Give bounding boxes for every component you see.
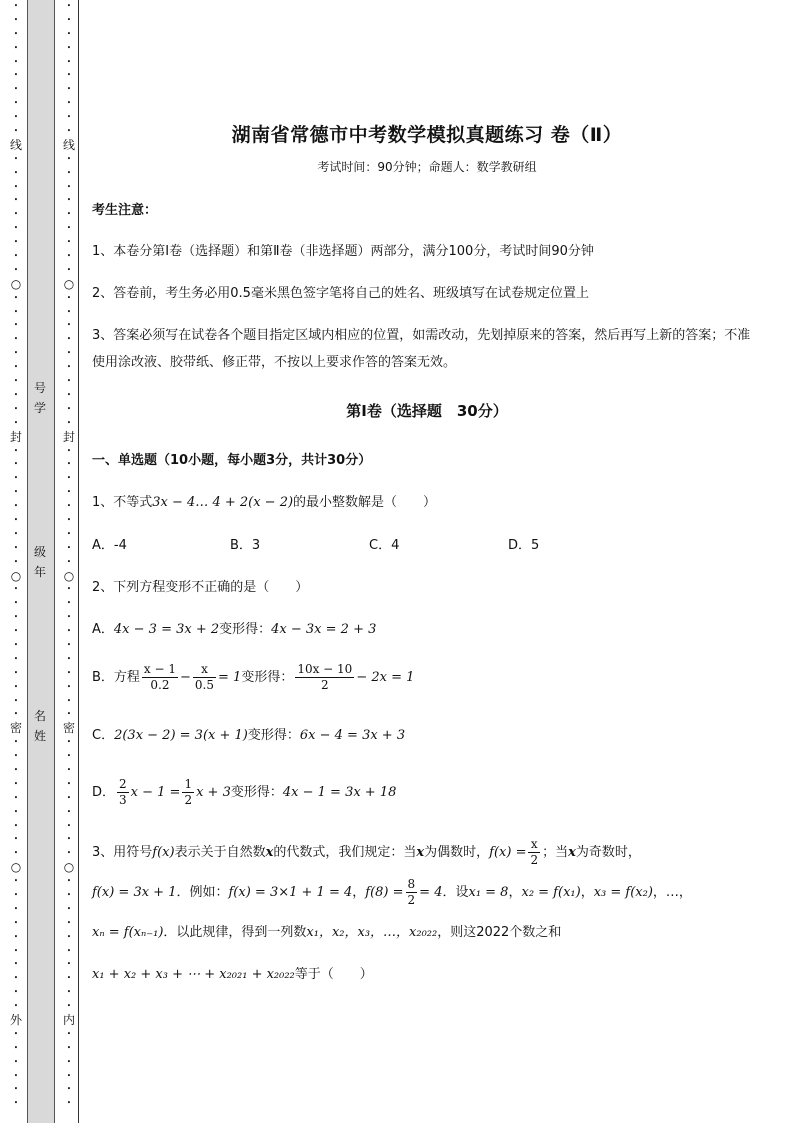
binding-dot: • xyxy=(13,1071,19,1080)
binding-char: 线 xyxy=(62,137,75,152)
binding-dot: • xyxy=(66,57,72,66)
q3-math: f(x) = 3x + 1 xyxy=(92,885,177,900)
field-char: 姓 xyxy=(33,729,46,743)
numerator: x xyxy=(528,837,540,853)
binding-dot: • xyxy=(13,307,19,316)
binding-dot: • xyxy=(13,363,19,372)
binding-dot: • xyxy=(66,196,72,205)
numerator: x xyxy=(193,662,216,678)
q3-text: ，…， xyxy=(652,885,692,900)
binding-dot: • xyxy=(13,1099,19,1108)
binding-dot: • xyxy=(13,293,19,302)
binding-dot: • xyxy=(66,654,72,663)
binding-dot: • xyxy=(66,43,72,52)
binding-circle: ○ xyxy=(10,860,22,875)
q3-text: ， xyxy=(580,885,594,900)
q3-variable-x: x xyxy=(568,845,576,860)
binding-dot: • xyxy=(66,738,72,747)
binding-dot: • xyxy=(66,1002,72,1011)
q2-a-label: A． xyxy=(92,622,114,637)
binding-dot: • xyxy=(66,349,72,358)
q3-fx-eq: f(x) = xyxy=(489,845,527,860)
binding-dot: • xyxy=(13,946,19,955)
binding-dot: • xyxy=(66,710,72,719)
binding-dot: • xyxy=(66,515,72,524)
binding-dot: • xyxy=(13,127,19,136)
binding-dot: • xyxy=(66,113,72,122)
q2-c-mid: 变形得： xyxy=(247,728,300,743)
question-1-stem xyxy=(92,490,762,515)
field-student-id-label xyxy=(27,378,53,418)
section-title: 第Ⅰ卷（选择题 30分） xyxy=(346,402,508,420)
binding-dot: • xyxy=(66,682,72,691)
q2-option-b xyxy=(92,658,762,698)
binding-dot: • xyxy=(13,613,19,622)
q3-variable-x: x xyxy=(416,845,425,860)
binding-dot: • xyxy=(13,460,19,469)
binding-line xyxy=(78,0,79,1123)
binding-dot: • xyxy=(13,321,19,330)
binding-dot: • xyxy=(66,668,72,677)
q3-fraction-x-over-2 xyxy=(528,837,540,868)
binding-dot: • xyxy=(13,738,19,747)
binding-dot: • xyxy=(66,891,72,899)
q3-math: x₂ = f(x₁) xyxy=(521,885,581,900)
q3-text: 表示关于自然数 xyxy=(174,845,266,860)
binding-dot: • xyxy=(13,918,19,927)
binding-dot: • xyxy=(13,71,19,80)
binding-dot: • xyxy=(13,932,19,941)
denominator: 0.5 xyxy=(194,678,215,692)
binding-dot: • xyxy=(66,932,72,941)
binding-dot: • xyxy=(13,960,19,969)
q2-c-equation: 2(3x − 2) = 3(x + 1) xyxy=(114,728,248,743)
binding-dot: • xyxy=(66,238,72,247)
binding-dot: • xyxy=(66,1057,72,1066)
q2-b-mid: 变形得： xyxy=(241,670,294,685)
binding-dot: • xyxy=(13,793,19,802)
q2-d-fraction-2 xyxy=(182,777,194,808)
binding-dot: • xyxy=(66,960,72,969)
binding-dot: • xyxy=(13,154,19,163)
binding-dot: • xyxy=(66,390,72,399)
binding-dot: • xyxy=(13,182,19,191)
binding-dot: • xyxy=(13,599,19,608)
binding-char: 内 xyxy=(62,1013,75,1028)
binding-dot: • xyxy=(13,252,19,261)
q3-math: f(8) = xyxy=(365,885,404,900)
binding-dot: • xyxy=(13,349,19,358)
binding-dot: • xyxy=(13,265,19,274)
q3-math: x₁ = 8 xyxy=(468,885,509,900)
binding-dot: • xyxy=(13,390,19,399)
q3-line-4 xyxy=(92,962,762,987)
binding-dot: • xyxy=(66,488,72,497)
binding-dot: • xyxy=(66,1099,72,1108)
binding-dot: • xyxy=(66,29,72,38)
binding-dot: • xyxy=(66,210,72,219)
binding-dot: • xyxy=(66,2,72,10)
binding-dot: • xyxy=(13,196,19,205)
q1-prefix: 1、不等式 xyxy=(92,495,153,510)
binding-dot: • xyxy=(13,474,19,483)
q1-suffix: 的最小整数解是（ ） xyxy=(293,495,437,510)
binding-char: 密 xyxy=(62,721,75,736)
field-name-label xyxy=(27,706,53,746)
binding-circle: ○ xyxy=(63,860,75,875)
q3-text: ，则这2022个数之和 xyxy=(437,925,562,940)
binding-dot: • xyxy=(13,557,19,566)
field-char: 级 xyxy=(33,545,46,559)
binding-dot: • xyxy=(13,418,19,427)
binding-dot: • xyxy=(66,265,72,274)
binding-dot: • xyxy=(13,835,19,844)
binding-dot: • xyxy=(13,988,19,997)
denominator: 3 xyxy=(119,793,127,807)
binding-dot: • xyxy=(13,807,19,816)
binding-dot: • xyxy=(66,793,72,802)
binding-char: 封 xyxy=(9,429,22,444)
binding-dot: • xyxy=(13,1085,19,1094)
binding-dot: • xyxy=(13,29,19,38)
binding-dot: • xyxy=(13,238,19,247)
q1-inequality: 3x − 4… 4 + 2(x − 2) xyxy=(152,495,294,510)
binding-dot: • xyxy=(66,404,72,413)
notice-item-1: 1、本卷分第Ⅰ卷（选择题）和第Ⅱ卷（非选择题）两部分，满分100分，考试时间90分钟 xyxy=(92,244,594,259)
binding-dot: • xyxy=(13,446,19,455)
q2-a-equation: 4x − 3 = 3x + 2 xyxy=(113,622,220,637)
denominator: 2 xyxy=(184,793,193,807)
binding-dot: • xyxy=(66,807,72,816)
binding-dot: • xyxy=(13,515,19,524)
q3-text: 的代数式，我们规定：当 xyxy=(273,845,417,860)
q2-a-mid: 变形得： xyxy=(219,622,272,637)
q3-variable-x: x xyxy=(265,845,274,860)
binding-dot: • xyxy=(13,224,19,233)
binding-dot: • xyxy=(13,849,19,858)
q3-text: 3、用符号 xyxy=(92,845,153,860)
left-binding-dots xyxy=(9,0,23,1123)
binding-dot: • xyxy=(66,224,72,233)
binding-dot: • xyxy=(66,460,72,469)
q2-b-fraction-3 xyxy=(295,662,354,693)
q2-b-fraction-1 xyxy=(142,662,178,693)
question-2-stem: 2、下列方程变形不正确的是（ ） xyxy=(92,580,309,595)
field-char: 学 xyxy=(33,401,46,415)
denominator: 2 xyxy=(407,893,416,907)
binding-dot: • xyxy=(66,418,72,427)
binding-dot: • xyxy=(13,488,19,497)
q3-text: ．例如： xyxy=(176,885,229,900)
numerator: 1 xyxy=(184,777,193,791)
binding-dot: • xyxy=(66,293,72,302)
q2-b-minus: − xyxy=(180,670,191,685)
q2-c-label: C． xyxy=(92,728,115,743)
binding-char: 密 xyxy=(9,721,22,736)
binding-dot: • xyxy=(13,210,19,219)
binding-dot: • xyxy=(13,779,19,788)
q3-math: x₃ = f(x₂) xyxy=(593,885,653,900)
q2-d-label: D． xyxy=(92,785,116,800)
binding-dot: • xyxy=(66,946,72,955)
binding-dot: • xyxy=(66,529,72,538)
binding-dot: • xyxy=(66,71,72,80)
q2-d-result: 4x − 1 = 3x + 18 xyxy=(282,785,397,800)
q3-text: 等于（ ） xyxy=(294,967,373,982)
binding-dot: • xyxy=(66,849,72,858)
binding-dot: • xyxy=(66,835,72,844)
binding-dot: • xyxy=(13,377,19,386)
binding-circle: ○ xyxy=(10,568,22,583)
binding-dot: • xyxy=(13,710,19,719)
binding-dot: • xyxy=(66,752,72,761)
q2-option-d xyxy=(92,773,762,813)
q2-b-tail: − 2x = 1 xyxy=(356,670,415,685)
q2-b-label: B．方程 xyxy=(92,670,140,685)
binding-dot: • xyxy=(66,974,72,983)
binding-dot: • xyxy=(13,891,19,899)
binding-dot: • xyxy=(13,627,19,636)
binding-dot: • xyxy=(13,502,19,511)
binding-dot: • xyxy=(66,613,72,622)
page-title: 湖南省常德市中考数学模拟真题练习 卷（Ⅱ） xyxy=(231,124,623,146)
binding-dot: • xyxy=(13,640,19,649)
binding-dot: • xyxy=(13,43,19,52)
numerator: 10x − 10 xyxy=(297,662,353,676)
binding-dot: • xyxy=(13,15,19,24)
binding-dot: • xyxy=(66,877,72,886)
numerator: 8 xyxy=(407,877,416,891)
binding-dot: • xyxy=(13,543,19,552)
binding-dot: • xyxy=(13,682,19,691)
binding-dot: • xyxy=(13,765,19,774)
q3-sum: x₁ + x₂ + x₃ + ⋯ + x₂₀₂₁ + x₂₀₂₂ xyxy=(92,967,295,982)
binding-dot: • xyxy=(13,57,19,66)
notice-item-3: 3、答案必须写在试卷各个题目指定区域内相应的位置，如需改动，先划掉原来的答案，然后再写上新的答案；不准使用涂改液、胶带纸、修正带，不按以上要求作答的答案无效。 xyxy=(92,328,751,370)
binding-dot: • xyxy=(66,321,72,330)
q3-line-2 xyxy=(92,875,762,911)
q2-option-a xyxy=(92,617,762,642)
binding-dot: • xyxy=(13,529,19,538)
binding-dot: • xyxy=(13,696,19,705)
q3-math: xₙ = f(xₙ₋₁) xyxy=(92,925,164,940)
binding-circle: ○ xyxy=(63,276,75,291)
q2-option-c xyxy=(92,723,762,748)
binding-dot: • xyxy=(13,1043,19,1052)
q3-text: ．以此规律，得到一列数 xyxy=(163,925,307,940)
q1-option-a: A．-4 xyxy=(92,538,127,553)
q3-text: ．设 xyxy=(442,885,469,900)
field-char: 号 xyxy=(33,381,46,395)
q2-b-equals: = 1 xyxy=(218,670,242,685)
binding-dot: • xyxy=(66,154,72,163)
binding-dot: • xyxy=(66,988,72,997)
binding-dot: • xyxy=(66,446,72,455)
binding-dot: • xyxy=(13,404,19,413)
binding-dot: • xyxy=(66,15,72,24)
denominator: 2 xyxy=(530,853,539,867)
binding-dot: • xyxy=(13,904,19,913)
q3-fraction-8-over-2 xyxy=(406,877,418,908)
binding-dot: • xyxy=(66,474,72,483)
field-char: 名 xyxy=(33,709,46,723)
binding-dot: • xyxy=(66,821,72,830)
binding-dot: • xyxy=(13,654,19,663)
binding-dot: • xyxy=(66,918,72,927)
binding-dot: • xyxy=(66,85,72,94)
binding-dot: • xyxy=(13,821,19,830)
q3-text: 为偶数时， xyxy=(424,845,490,860)
binding-dot: • xyxy=(13,877,19,886)
binding-dot: • xyxy=(13,113,19,122)
denominator: 0.2 xyxy=(150,678,170,692)
binding-char: 外 xyxy=(9,1013,22,1028)
q2-d-mid: 变形得： xyxy=(230,785,283,800)
notice-item-2: 2、答卷前，考生务必用0.5毫米黑色签字笔将自己的姓名、班级填写在试卷规定位置上 xyxy=(92,286,589,301)
binding-dot: • xyxy=(66,502,72,511)
binding-dot: • xyxy=(13,668,19,677)
binding-dot: • xyxy=(66,307,72,316)
binding-dot: • xyxy=(66,168,72,177)
binding-dot: • xyxy=(13,1029,19,1038)
binding-dot: • xyxy=(13,168,19,177)
binding-dot: • xyxy=(66,1071,72,1080)
q3-math: = 4 xyxy=(419,885,443,900)
binding-dot: • xyxy=(66,1085,72,1094)
notice-heading: 考生注意： xyxy=(92,203,158,218)
q3-line-1 xyxy=(92,835,762,871)
q2-d-fraction-1 xyxy=(117,777,129,808)
q3-text: ， xyxy=(508,885,522,900)
binding-dot: • xyxy=(66,904,72,913)
binding-dot: • xyxy=(66,640,72,649)
numerator: x − 1 xyxy=(143,662,177,676)
binding-dot: • xyxy=(66,335,72,344)
binding-circle: ○ xyxy=(63,568,75,583)
denominator: 2 xyxy=(321,678,329,692)
binding-dot: • xyxy=(13,335,19,344)
q2-a-result: 4x − 3x = 2 + 3 xyxy=(271,622,377,637)
binding-dot: • xyxy=(66,765,72,774)
binding-dot: • xyxy=(13,585,19,594)
q2-d-part-2: x + 3 xyxy=(196,785,231,800)
exam-subtitle: 考试时间：90分钟；命题人：数学教研组 xyxy=(317,160,537,174)
q3-math: x₁，x₂，x₃，…，x₂₀₂₂ xyxy=(306,925,438,940)
q3-text: 为奇数时， xyxy=(575,845,641,860)
binding-dot: • xyxy=(66,557,72,566)
q1-option-b: B．3 xyxy=(230,538,261,553)
binding-dot: • xyxy=(66,252,72,261)
binding-dot: • xyxy=(66,696,72,705)
q3-math: f(x) = 3×1 + 1 = 4 xyxy=(228,885,353,900)
binding-dot: • xyxy=(66,585,72,594)
q3-text: ；当 xyxy=(542,845,569,860)
q1-option-d: D．5 xyxy=(508,538,540,553)
binding-dot: • xyxy=(66,1029,72,1038)
binding-dot: • xyxy=(66,779,72,788)
field-char: 年 xyxy=(33,565,46,579)
binding-char: 线 xyxy=(9,137,22,152)
numerator: 2 xyxy=(119,777,127,791)
binding-dot: • xyxy=(13,99,19,108)
q3-text: ， xyxy=(352,885,366,900)
field-grade-label xyxy=(27,542,53,582)
q2-b-fraction-2 xyxy=(193,662,216,693)
binding-dot: • xyxy=(13,1002,19,1011)
right-binding-dots xyxy=(62,0,76,1123)
binding-dot: • xyxy=(13,85,19,94)
q2-d-part-1: x − 1 = xyxy=(130,785,181,800)
binding-dot: • xyxy=(66,1043,72,1052)
binding-dot: • xyxy=(13,974,19,983)
binding-dot: • xyxy=(66,377,72,386)
q3-line-3 xyxy=(92,920,762,945)
binding-char: 封 xyxy=(62,429,75,444)
binding-dot: • xyxy=(13,2,19,10)
binding-dot: • xyxy=(66,127,72,136)
binding-dot: • xyxy=(13,1057,19,1066)
binding-dot: • xyxy=(13,752,19,761)
q3-fx: f(x) xyxy=(152,845,175,860)
q2-c-result: 6x − 4 = 3x + 3 xyxy=(299,728,406,743)
binding-dot: • xyxy=(66,627,72,636)
q1-option-c: C．4 xyxy=(369,538,400,553)
binding-circle: ○ xyxy=(10,276,22,291)
binding-dot: • xyxy=(66,182,72,191)
part-heading: 一、单选题（10小题，每小题3分，共计30分） xyxy=(92,453,372,468)
binding-dot: • xyxy=(66,99,72,108)
binding-dot: • xyxy=(66,599,72,608)
binding-dot: • xyxy=(66,363,72,372)
binding-dot: • xyxy=(66,543,72,552)
